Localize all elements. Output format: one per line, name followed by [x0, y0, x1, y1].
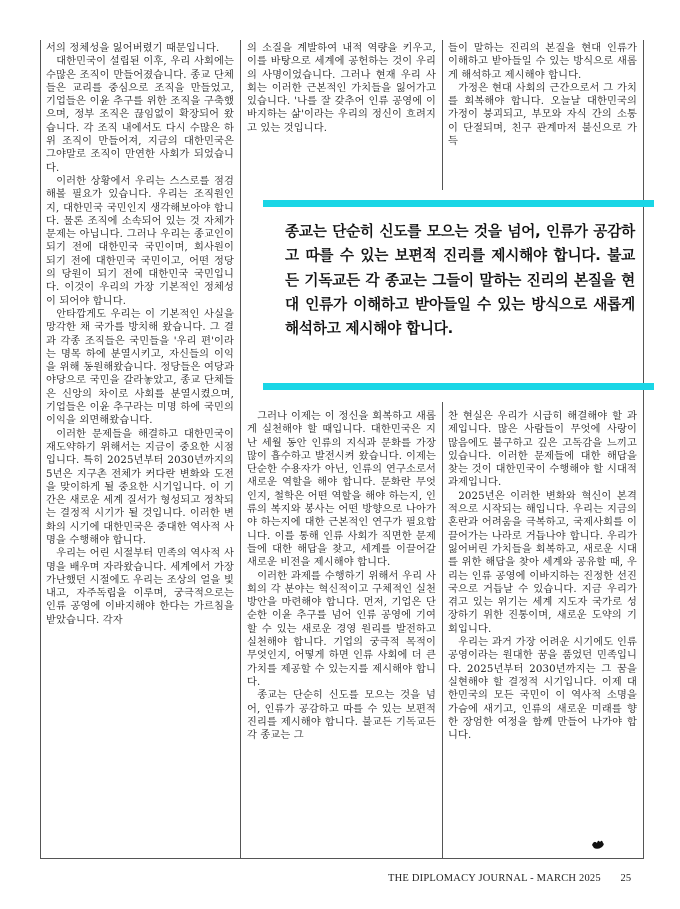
paragraph: 그러나 이제는 이 정신을 회복하고 새롭게 실천해야 할 때입니다. 대한민국은 지난 세월 동안 인류의 지식과 문화를 가장 많이 흡수하고 발전시켜 왔습니다. 이제는 단순한 수용자가 아닌, 인류의 연구소로서 새로운 역할을 해야 합니다. 문화란 무엇인지, 철학은 어떤 역할을 해야 하는지, 인류의 복지와 봉사는 어떤 방향으로 나아가야 하는지에 대한 근본적인 연구가 필요합니다. 이를 통해 인류 사회가 직면한 문제들에 대한 해답을 찾고, 세계를 이끌어갈 새로운 비전을 제시해야 합니다. [247, 411, 436, 569]
paragraph: 안타깝게도 우리는 이 기본적인 사실을 망각한 채 국가를 방치해 왔습니다. 그 결과 각종 조직들은 국민들을 '우리 편'이라는 명목 하에 분열시키고, 자신들의 이익을 위해 동원해왔습니다. 정당들은 여당과 야당으로 국민을 갈라놓았고, 종교 단체들은 신앙의 차이로 사회를 분열시켰으며, 기업들은 이윤 추구라는 미명 하에 국민의 이익을 외면해왔습니다. [46, 308, 234, 427]
pull-quote [263, 200, 654, 390]
paragraph: 이러한 과제를 수행하기 위해서 우리 사회의 각 분야는 혁신적이고 구체적인 실천 방안을 마련해야 합니다. 먼저, 기업은 단순한 이윤 추구를 넘어 인류 공영에 기여할 수 있는 새로운 경영 원리를 발전하고 실천해야 합니다. 기업의 궁극적 목적이 무엇인지, 어떻게 하면 인류 사회에 더 큰 가치를 제공할 수 있는지를 제시해야 합니다. [247, 570, 436, 688]
paragraph: 종교는 단순히 신도를 모으는 것을 넘어, 인류가 공감하고 따를 수 있는 보편적 진리를 제시해야 합니다. 불교든 기독교든 각 종교는 그 [247, 690, 436, 742]
paragraph: 우리는 과거 가장 어려운 시기에도 인류 공영이라는 원대한 꿈을 품었던 민족입니다. 2025년부터 2030년까지는 그 꿈을 실현해야 할 결정적 시기입니다. 이제 대한민국의 모든 국민이 이 역사적 소명을 가슴에 새기고, 인류의 새로운 미래를 향한 장엄한 여정을 함께 만들어 나가야 합니다. [448, 637, 637, 742]
hand-leaf-end-mark-icon [591, 838, 605, 853]
article-column-1 [46, 42, 234, 627]
pull-quote-text: 종교는 단순히 신도를 모으는 것을 넘어, 인류가 공감하고 따를 수 있는 보편적 진리를 제시해야 합니다. 불교든 기독교든 각 종교는 그들이 말하는 진리의 본질을 현대 인류가 이해하고 받아들일 수 있는 방식으로 새롭게 해석하고 제시해야 합니다. [285, 223, 635, 338]
page-number: 25 [620, 873, 632, 884]
column-rule-right [643, 40, 644, 858]
pull-quote-bottom-bar [263, 383, 654, 390]
paragraph: 2025년은 이러한 변화와 혁신이 본격적으로 시작되는 해입니다. 우리는 지금의 혼란과 어려움을 극복하고, 국제사회를 이끌어가는 나라로 거듭나야 합니다. 우리가 잃어버린 가치들을 회복하고, 새로운 시대를 위한 해답을 찾아 세계와 공유할 때, 우리는 인류 공영에 이바지하는 진정한 선진국으로 거듭날 수 있습니다. 지금 우리가 겪고 있는 위기는 세계 지도자 국가로 성장하기 위한 진통이며, 새로운 도약의 기회입니다. [448, 490, 637, 635]
paragraph: 서의 정체성을 잃어버렸기 때문입니다. [46, 43, 220, 54]
article-column-3-top [448, 42, 637, 148]
pull-quote-top-bar [263, 200, 654, 207]
bottom-rule [40, 858, 644, 859]
column-rule-1 [240, 40, 241, 858]
paragraph: 들이 말하는 진리의 본질을 현대 인류가 이해하고 받아들일 수 있는 방식으로 새롭게 해석하고 제시해야 합니다. [448, 43, 637, 81]
page-footer [388, 873, 631, 884]
paragraph: 이러한 상황에서 우리는 스스로를 점검해볼 필요가 있습니다. 우리는 조직원인지, 대한민국 국민인지 생각해보아야 합니다. 물론 조직에 소속되어 있는 것 자체가 문제는 아닙니다. 그러나 우리는 종교인이 되기 전에 대한민국 국민이며, 회사원이 되기 전에 대한민국 국민이고, 어떤 정당의 당원이 되기 전에 대한민국 국민입니다. 이것이 우리의 가장 기본적인 정체성이 되어야 합니다. [46, 175, 234, 307]
column-rule-2-top [442, 40, 443, 190]
paragraph: 찬 현실은 우리가 시급히 해결해야 할 과제입니다. 많은 사람들이 무엇에 사랑이 많음에도 불구하고 깊은 고독감을 느끼고 있습니다. 이러한 문제들에 대한 해답을 찾는 것이 대한민국이 수행해야 할 시대적 과제입니다. [448, 411, 637, 489]
journal-name: THE DIPLOMACY JOURNAL - MARCH 2025 [388, 873, 601, 884]
paragraph: 의 소질을 계발하여 내적 역량을 키우고, 이를 바탕으로 세계에 공헌하는 것이 우리의 사명이었습니다. 그러나 현재 우리 사회는 이러한 근본적인 가치들을 잃어가고 있습니다. '나를 잘 갖추어 인류 공영에 이바지하는 삶'이라는 우리의 정신이 흐려지고 있는 것입니다. [247, 43, 436, 134]
article-column-2-bottom [247, 410, 436, 742]
column-rule-left [40, 40, 41, 858]
article-column-2-top [247, 42, 436, 135]
article-column-3-bottom [448, 410, 637, 742]
paragraph: 대한민국이 설립된 이후, 우리 사회에는 수많은 조직이 만들어졌습니다. 종교 단체들은 교리를 중심으로 조직을 만들었고, 기업들은 이윤 추구를 위한 조직을 구축했으며, 정부 조직은 끊임없이 확장되어 왔습니다. 각 조직 내에서도 다시 수많은 하위 조직이 만들어져, 지금의 대한민국은 그야말로 조직이 만연한 사회가 되었습니다. [46, 56, 234, 174]
column-rule-2-bottom [442, 402, 443, 858]
paragraph: 우리는 어린 시절부터 민족의 역사적 사명을 배우며 자라왔습니다. 세계에서 가장 가난했던 시절에도 우리는 조상의 얼을 빛내고, 자주독립을 이루며, 궁극적으로는 인류 공영에 이바지해야 한다는 가르침을 받았습니다. 각자 [46, 548, 234, 626]
paragraph: 가정은 현대 사회의 근간으로서 그 가치를 회복해야 합니다. 오늘날 대한민국의 가정이 붕괴되고, 부모와 자식 간의 소통이 단절되며, 친구 관계마저 불신으로 가득 [448, 82, 637, 148]
paragraph: 이러한 문제들을 해결하고 대한민국이 재도약하기 위해서는 지금이 중요한 시점입니다. 특히 2025년부터 2030년까지의 5년은 지구촌 전체가 커다란 변화와 도전을 맞이하게 될 중요한 시기입니다. 이 기간은 새로운 세계 질서가 형성되고 정착되는 결정적 시기가 될 것입니다. 이러한 변화의 시기에 대한민국은 중대한 역사적 사명을 수행해야 합니다. [46, 428, 234, 546]
